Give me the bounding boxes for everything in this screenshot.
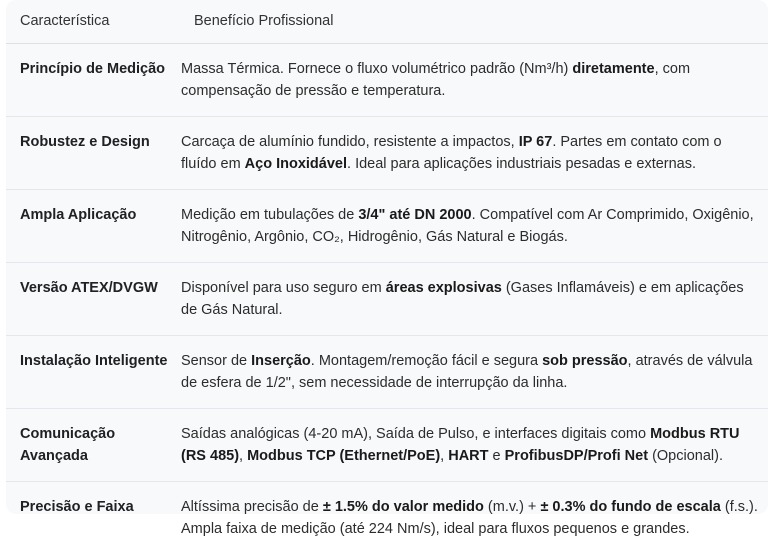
benefit-cell (180, 117, 768, 190)
benefit-text: Medição em tubulações de (181, 207, 358, 223)
benefit-cell (180, 482, 768, 554)
benefit-cell (180, 263, 768, 336)
benefit-cell (180, 409, 768, 482)
benefit-highlight: 3/4" até DN 2000 (358, 207, 471, 223)
benefit-text: , (239, 448, 247, 464)
comparison-table-container (6, 0, 768, 514)
benefit-text: Saídas analógicas (4-20 mA), Saída de Pulso, e interfaces digitais como (181, 426, 650, 442)
features-table (6, 0, 768, 554)
benefit-highlight: Aço Inoxidável (245, 156, 347, 172)
benefit-text: Altíssima precisão de (181, 499, 323, 515)
benefit-highlight: Inserção (251, 353, 311, 369)
benefit-text: (f.s.). Ampla faixa de medição (até 224 Nm/s), ideal para fluxos pequenos e grandes. (181, 499, 758, 537)
benefit-text: . Partes em contato com o fluído em (181, 134, 722, 172)
benefit-highlight: ProfibusDP/Profi Net (505, 448, 648, 464)
benefit-highlight: áreas explosivas (386, 280, 502, 296)
table-row (6, 263, 768, 336)
table-row (6, 482, 768, 554)
table-row (6, 336, 768, 409)
benefit-text: . Montagem/remoção fácil e segura (311, 353, 542, 369)
benefit-text: , (440, 448, 448, 464)
feature-cell: Precisão e Faixa (6, 482, 180, 554)
benefit-highlight: Modbus RTU (RS 485) (181, 426, 740, 464)
benefit-text: , através de válvula de esfera de 1/2", sem necessidade de interrupção da linha. (181, 353, 752, 391)
benefit-text: Sensor de (181, 353, 251, 369)
feature-cell: Robustez e Design (6, 117, 180, 190)
benefit-text: Massa Térmica. Fornece o fluxo volumétrico padrão (Nm³/h) (181, 61, 572, 77)
benefit-text: . Compatível com Ar Comprimido, Oxigênio, Nitrogênio, Argônio, CO₂, Hidrogênio, Gás Natural e Biogás. (181, 207, 754, 245)
benefit-highlight: ± 1.5% do valor medido (323, 499, 484, 515)
benefit-text: Disponível para uso seguro em (181, 280, 386, 296)
feature-cell: Princípio de Medição (6, 44, 180, 117)
table-row (6, 44, 768, 117)
benefit-cell (180, 336, 768, 409)
benefit-highlight: ± 0.3% do fundo de escala (540, 499, 720, 515)
benefit-highlight: HART (448, 448, 488, 464)
benefit-cell (180, 190, 768, 263)
table-body (6, 44, 768, 554)
benefit-text: . Ideal para aplicações industriais pesadas e externas. (347, 156, 696, 172)
feature-cell: Ampla Aplicação (6, 190, 180, 263)
benefit-text: e (489, 448, 505, 464)
benefit-text: (Gases Inflamáveis) e em aplicações de Gás Natural. (181, 280, 744, 318)
benefit-cell (180, 44, 768, 117)
benefit-highlight: IP 67 (519, 134, 553, 150)
header-feature: Característica (6, 0, 180, 44)
feature-cell: Instalação Inteligente (6, 336, 180, 409)
table-row (6, 190, 768, 263)
benefit-highlight: sob pressão (542, 353, 627, 369)
table-header-row (6, 0, 768, 44)
benefit-highlight: Modbus TCP (Ethernet/PoE) (247, 448, 440, 464)
feature-cell: Comunicação Avançada (6, 409, 180, 482)
table-row (6, 409, 768, 482)
benefit-text: (m.v.) + (484, 499, 541, 515)
benefit-text: Carcaça de alumínio fundido, resistente a impactos, (181, 134, 519, 150)
table-row (6, 117, 768, 190)
benefit-text: , com compensação de pressão e temperatura. (181, 61, 690, 99)
benefit-highlight: diretamente (572, 61, 654, 77)
benefit-text: (Opcional). (648, 448, 723, 464)
header-benefit: Benefício Profissional (180, 0, 768, 44)
feature-cell: Versão ATEX/DVGW (6, 263, 180, 336)
